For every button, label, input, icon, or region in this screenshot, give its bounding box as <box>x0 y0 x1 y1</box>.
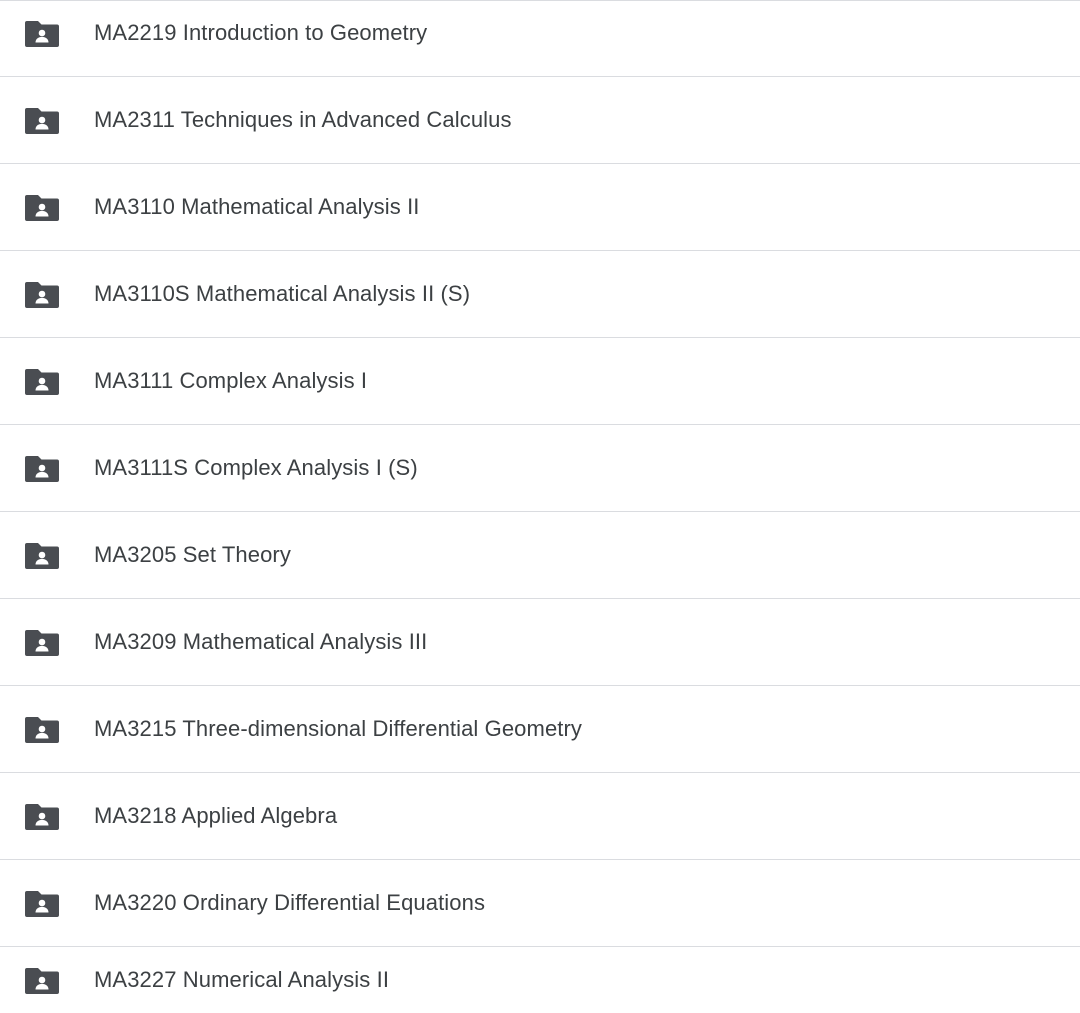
folder-row-ma3215[interactable] <box>0 686 1080 773</box>
folder-name: MA3218 Applied Algebra <box>94 803 338 828</box>
folder-name: MA3110 Mathematical Analysis II <box>94 194 420 219</box>
folder-name: MA3111 Complex Analysis I <box>94 368 368 393</box>
folder-row-ma3111s[interactable] <box>0 425 1080 512</box>
shared-folder-icon <box>24 105 60 135</box>
folder-row-ma3209[interactable] <box>0 599 1080 686</box>
shared-folder-icon <box>24 366 60 396</box>
shared-folder-icon <box>24 192 60 222</box>
folder-row-ma3227[interactable] <box>0 947 1080 1013</box>
folder-row-ma3110[interactable] <box>0 164 1080 251</box>
folder-name: MA3215 Three-dimensional Differential Geometry <box>94 716 583 741</box>
shared-folder-icon <box>24 888 60 918</box>
folder-row-ma3205[interactable] <box>0 512 1080 599</box>
folder-name: MA3111S Complex Analysis I (S) <box>94 455 418 480</box>
folder-row-ma2219[interactable] <box>0 0 1080 77</box>
folder-name: MA3227 Numerical Analysis II <box>94 967 390 992</box>
folder-name: MA3110S Mathematical Analysis II (S) <box>94 281 471 306</box>
folder-row-ma3220[interactable] <box>0 860 1080 947</box>
folder-row-ma3218[interactable] <box>0 773 1080 860</box>
folder-name: MA3209 Mathematical Analysis III <box>94 629 428 654</box>
folder-row-ma3110s[interactable] <box>0 251 1080 338</box>
shared-folder-icon <box>24 965 60 995</box>
shared-folder-icon <box>24 18 60 48</box>
shared-folder-icon <box>24 801 60 831</box>
folder-name: MA3220 Ordinary Differential Equations <box>94 890 486 915</box>
shared-folder-icon <box>24 279 60 309</box>
folder-name: MA3205 Set Theory <box>94 542 291 567</box>
shared-folder-icon <box>24 714 60 744</box>
shared-folder-icon <box>24 453 60 483</box>
folder-row-ma3111[interactable] <box>0 338 1080 425</box>
folder-name: MA2311 Techniques in Advanced Calculus <box>94 107 512 132</box>
shared-folder-icon <box>24 540 60 570</box>
folder-name: MA2219 Introduction to Geometry <box>94 20 428 45</box>
shared-folder-icon <box>24 627 60 657</box>
folder-row-ma2311[interactable] <box>0 77 1080 164</box>
